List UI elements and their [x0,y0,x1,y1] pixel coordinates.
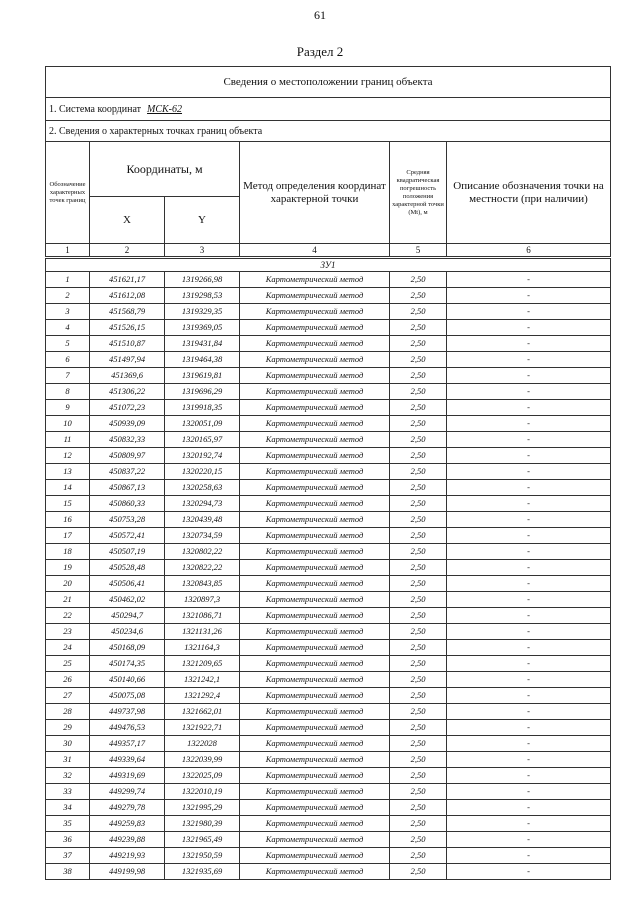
x-coordinate-cell: 450528,48 [90,560,165,576]
point-number-cell: 27 [46,688,90,704]
method-cell: Картометрический метод [240,656,390,672]
method-cell: Картометрический метод [240,752,390,768]
header-method: Метод определения координат характерной точки [240,142,390,244]
method-cell: Картометрический метод [240,576,390,592]
point-number-cell: 1 [46,272,90,288]
y-coordinate-cell: 1320192,74 [165,448,240,464]
description-cell: - [447,512,611,528]
method-cell: Картометрический метод [240,448,390,464]
column-number: 5 [390,244,447,258]
table-row [46,464,611,480]
table-row [46,384,611,400]
x-coordinate-cell: 450140,66 [90,672,165,688]
y-coordinate-cell: 1320258,63 [165,480,240,496]
method-cell: Картометрический метод [240,320,390,336]
y-coordinate-cell: 1321922,71 [165,720,240,736]
point-number-cell: 37 [46,848,90,864]
table-row [46,784,611,800]
table-row [46,752,611,768]
y-coordinate-cell: 1320220,15 [165,464,240,480]
description-cell: - [447,672,611,688]
point-number-cell: 25 [46,656,90,672]
precision-cell: 2,50 [390,688,447,704]
precision-cell: 2,50 [390,832,447,848]
y-coordinate-cell: 1320843,85 [165,576,240,592]
table-row [46,480,611,496]
y-coordinate-cell: 1321164,3 [165,640,240,656]
y-coordinate-cell: 1320051,09 [165,416,240,432]
table-row [46,592,611,608]
method-cell: Картометрический метод [240,640,390,656]
point-number-cell: 14 [46,480,90,496]
table-row [46,416,611,432]
coord-system-row [46,98,611,121]
y-coordinate-cell: 1322028 [165,736,240,752]
table-row [46,768,611,784]
point-number-cell: 17 [46,528,90,544]
table-row [46,688,611,704]
boundary-table [45,66,611,880]
x-coordinate-cell: 450867,13 [90,480,165,496]
method-cell: Картометрический метод [240,560,390,576]
table-title: Сведения о местоположении границ объекта [46,67,611,98]
points-section-label: 2. Сведения о характерных точках границ объекта [46,121,611,142]
table-row [46,848,611,864]
table-row [46,672,611,688]
table-row [46,544,611,560]
y-coordinate-cell: 1319696,29 [165,384,240,400]
x-coordinate-cell: 449199,98 [90,864,165,880]
description-cell: - [447,304,611,320]
precision-cell: 2,50 [390,768,447,784]
description-cell: - [447,640,611,656]
y-coordinate-cell: 1321995,29 [165,800,240,816]
description-cell: - [447,400,611,416]
method-cell: Картометрический метод [240,432,390,448]
x-coordinate-cell: 449737,98 [90,704,165,720]
table-row [46,352,611,368]
table-row [46,448,611,464]
method-cell: Картометрический метод [240,544,390,560]
method-cell: Картометрический метод [240,608,390,624]
x-coordinate-cell: 450860,33 [90,496,165,512]
x-coordinate-cell: 450572,41 [90,528,165,544]
method-cell: Картометрический метод [240,768,390,784]
description-cell: - [447,704,611,720]
table-row [46,512,611,528]
description-cell: - [447,608,611,624]
description-cell: - [447,576,611,592]
point-number-cell: 9 [46,400,90,416]
precision-cell: 2,50 [390,704,447,720]
y-coordinate-cell: 1319329,35 [165,304,240,320]
y-coordinate-cell: 1319369,05 [165,320,240,336]
precision-cell: 2,50 [390,608,447,624]
x-coordinate-cell: 451612,08 [90,288,165,304]
x-coordinate-cell: 450506,41 [90,576,165,592]
method-cell: Картометрический метод [240,720,390,736]
precision-cell: 2,50 [390,352,447,368]
header-x: X [90,197,165,244]
precision-cell: 2,50 [390,384,447,400]
point-number-cell: 35 [46,816,90,832]
y-coordinate-cell: 1321242,1 [165,672,240,688]
method-cell: Картометрический метод [240,496,390,512]
point-number-cell: 19 [46,560,90,576]
description-cell: - [447,272,611,288]
x-coordinate-cell: 449319,69 [90,768,165,784]
point-number-cell: 30 [46,736,90,752]
point-number-cell: 15 [46,496,90,512]
precision-cell: 2,50 [390,528,447,544]
y-coordinate-cell: 1321209,65 [165,656,240,672]
table-row [46,368,611,384]
precision-cell: 2,50 [390,592,447,608]
point-number-cell: 7 [46,368,90,384]
precision-cell: 2,50 [390,368,447,384]
description-cell: - [447,352,611,368]
x-coordinate-cell: 451497,94 [90,352,165,368]
method-cell: Картометрический метод [240,592,390,608]
precision-cell: 2,50 [390,560,447,576]
description-cell: - [447,624,611,640]
precision-cell: 2,50 [390,656,447,672]
point-number-cell: 20 [46,576,90,592]
y-coordinate-cell: 1319431,84 [165,336,240,352]
method-cell: Картометрический метод [240,400,390,416]
description-cell: - [447,432,611,448]
y-coordinate-cell: 1319266,98 [165,272,240,288]
method-cell: Картометрический метод [240,832,390,848]
precision-cell: 2,50 [390,320,447,336]
x-coordinate-cell: 451568,79 [90,304,165,320]
table-row [46,704,611,720]
precision-cell: 2,50 [390,464,447,480]
method-cell: Картометрический метод [240,352,390,368]
y-coordinate-cell: 1321131,26 [165,624,240,640]
x-coordinate-cell: 451526,15 [90,320,165,336]
table-row [46,624,611,640]
precision-cell: 2,50 [390,720,447,736]
precision-cell: 2,50 [390,576,447,592]
point-number-cell: 28 [46,704,90,720]
description-cell: - [447,336,611,352]
x-coordinate-cell: 450809,97 [90,448,165,464]
description-cell: - [447,560,611,576]
y-coordinate-cell: 1322010,19 [165,784,240,800]
description-cell: - [447,320,611,336]
point-number-cell: 22 [46,608,90,624]
description-cell: - [447,832,611,848]
method-cell: Картометрический метод [240,800,390,816]
point-number-cell: 5 [46,336,90,352]
y-coordinate-cell: 1320802,22 [165,544,240,560]
y-coordinate-cell: 1320822,22 [165,560,240,576]
method-cell: Картометрический метод [240,528,390,544]
description-cell: - [447,688,611,704]
point-number-cell: 4 [46,320,90,336]
method-cell: Картометрический метод [240,384,390,400]
description-cell: - [447,480,611,496]
precision-cell: 2,50 [390,816,447,832]
x-coordinate-cell: 449279,78 [90,800,165,816]
table-row [46,864,611,880]
point-number-cell: 16 [46,512,90,528]
point-number-cell: 10 [46,416,90,432]
method-cell: Картометрический метод [240,304,390,320]
table-row [46,816,611,832]
x-coordinate-cell: 449219,93 [90,848,165,864]
description-cell: - [447,368,611,384]
y-coordinate-cell: 1320165,97 [165,432,240,448]
x-coordinate-cell: 449259,83 [90,816,165,832]
y-coordinate-cell: 1321965,49 [165,832,240,848]
description-cell: - [447,496,611,512]
x-coordinate-cell: 449339,64 [90,752,165,768]
table-row [46,528,611,544]
method-cell: Картометрический метод [240,736,390,752]
description-cell: - [447,768,611,784]
precision-cell: 2,50 [390,624,447,640]
header-point-designation: Обозначение характерных точек границ [46,142,90,244]
point-number-cell: 34 [46,800,90,816]
description-cell: - [447,736,611,752]
header-precision: Средняя квадратическая погрешность положения характерной точки (Mt), м [390,142,447,244]
y-coordinate-cell: 1320734,59 [165,528,240,544]
description-cell: - [447,384,611,400]
point-number-cell: 13 [46,464,90,480]
precision-cell: 2,50 [390,864,447,880]
x-coordinate-cell: 449476,53 [90,720,165,736]
x-coordinate-cell: 449357,17 [90,736,165,752]
description-cell: - [447,848,611,864]
point-number-cell: 33 [46,784,90,800]
description-cell: - [447,416,611,432]
precision-cell: 2,50 [390,336,447,352]
method-cell: Картометрический метод [240,672,390,688]
header-y: Y [165,197,240,244]
method-cell: Картометрический метод [240,480,390,496]
column-number: 3 [165,244,240,258]
method-cell: Картометрический метод [240,624,390,640]
precision-cell: 2,50 [390,672,447,688]
x-coordinate-cell: 449239,88 [90,832,165,848]
x-coordinate-cell: 451369,6 [90,368,165,384]
precision-cell: 2,50 [390,288,447,304]
header-coordinates: Координаты, м [90,142,240,197]
method-cell: Картометрический метод [240,272,390,288]
precision-cell: 2,50 [390,416,447,432]
table-row [46,576,611,592]
point-number-cell: 2 [46,288,90,304]
group-label: ЗУ1 [46,258,611,272]
point-number-cell: 36 [46,832,90,848]
method-cell: Картометрический метод [240,368,390,384]
description-cell: - [447,528,611,544]
precision-cell: 2,50 [390,544,447,560]
y-coordinate-cell: 1321950,59 [165,848,240,864]
point-number-cell: 38 [46,864,90,880]
table-row [46,640,611,656]
x-coordinate-cell: 451621,17 [90,272,165,288]
precision-cell: 2,50 [390,304,447,320]
page-number: 61 [314,8,326,22]
method-cell: Картометрический метод [240,288,390,304]
method-cell: Картометрический метод [240,464,390,480]
description-cell: - [447,800,611,816]
description-cell: - [447,864,611,880]
y-coordinate-cell: 1319619,81 [165,368,240,384]
table-row [46,272,611,288]
table-row [46,400,611,416]
y-coordinate-cell: 1320897,3 [165,592,240,608]
point-number-cell: 6 [46,352,90,368]
x-coordinate-cell: 450753,28 [90,512,165,528]
method-cell: Картометрический метод [240,688,390,704]
y-coordinate-cell: 1319464,38 [165,352,240,368]
section-title: Раздел 2 [296,44,344,59]
table-row [46,432,611,448]
table-row [46,720,611,736]
column-number: 6 [447,244,611,258]
x-coordinate-cell: 450174,35 [90,656,165,672]
method-cell: Картометрический метод [240,512,390,528]
precision-cell: 2,50 [390,736,447,752]
header-description: Описание обозначения точки на местности (при наличии) [447,142,611,244]
y-coordinate-cell: 1321292,4 [165,688,240,704]
method-cell: Картометрический метод [240,848,390,864]
x-coordinate-cell: 450837,22 [90,464,165,480]
x-coordinate-cell: 449299,74 [90,784,165,800]
precision-cell: 2,50 [390,752,447,768]
y-coordinate-cell: 1321662,01 [165,704,240,720]
precision-cell: 2,50 [390,432,447,448]
point-number-cell: 8 [46,384,90,400]
method-cell: Картометрический метод [240,416,390,432]
x-coordinate-cell: 451072,23 [90,400,165,416]
x-coordinate-cell: 450462,02 [90,592,165,608]
point-number-cell: 23 [46,624,90,640]
x-coordinate-cell: 451306,22 [90,384,165,400]
table-row [46,320,611,336]
table-row [46,608,611,624]
description-cell: - [447,464,611,480]
y-coordinate-cell: 1322039,99 [165,752,240,768]
column-number: 2 [90,244,165,258]
description-cell: - [447,656,611,672]
precision-cell: 2,50 [390,800,447,816]
description-cell: - [447,592,611,608]
description-cell: - [447,816,611,832]
point-number-cell: 29 [46,720,90,736]
point-number-cell: 12 [46,448,90,464]
x-coordinate-cell: 450168,09 [90,640,165,656]
point-number-cell: 11 [46,432,90,448]
method-cell: Картометрический метод [240,816,390,832]
y-coordinate-cell: 1320294,73 [165,496,240,512]
point-number-cell: 26 [46,672,90,688]
table-row [46,496,611,512]
x-coordinate-cell: 450234,6 [90,624,165,640]
x-coordinate-cell: 450294,7 [90,608,165,624]
precision-cell: 2,50 [390,496,447,512]
point-number-cell: 32 [46,768,90,784]
x-coordinate-cell: 450939,09 [90,416,165,432]
x-coordinate-cell: 451510,87 [90,336,165,352]
precision-cell: 2,50 [390,272,447,288]
precision-cell: 2,50 [390,848,447,864]
description-cell: - [447,720,611,736]
table-row [46,832,611,848]
x-coordinate-cell: 450832,33 [90,432,165,448]
y-coordinate-cell: 1320439,48 [165,512,240,528]
precision-cell: 2,50 [390,480,447,496]
point-number-cell: 21 [46,592,90,608]
table-row [46,736,611,752]
method-cell: Картометрический метод [240,336,390,352]
method-cell: Картометрический метод [240,864,390,880]
description-cell: - [447,752,611,768]
point-number-cell: 24 [46,640,90,656]
y-coordinate-cell: 1321980,39 [165,816,240,832]
x-coordinate-cell: 450075,08 [90,688,165,704]
precision-cell: 2,50 [390,784,447,800]
description-cell: - [447,288,611,304]
column-number: 1 [46,244,90,258]
coord-system-label: 1. Система координат [49,103,142,115]
table-row [46,800,611,816]
y-coordinate-cell: 1322025,09 [165,768,240,784]
point-number-cell: 3 [46,304,90,320]
table-row [46,336,611,352]
column-number: 4 [240,244,390,258]
point-number-cell: 18 [46,544,90,560]
table-row [46,560,611,576]
table-row [46,304,611,320]
y-coordinate-cell: 1321935,69 [165,864,240,880]
y-coordinate-cell: 1319918,35 [165,400,240,416]
precision-cell: 2,50 [390,512,447,528]
precision-cell: 2,50 [390,640,447,656]
y-coordinate-cell: 1319298,53 [165,288,240,304]
description-cell: - [447,784,611,800]
precision-cell: 2,50 [390,448,447,464]
description-cell: - [447,448,611,464]
y-coordinate-cell: 1321086,71 [165,608,240,624]
table-row [46,288,611,304]
point-number-cell: 31 [46,752,90,768]
description-cell: - [447,544,611,560]
table-row [46,656,611,672]
coord-system-value: МСК-62 [147,103,183,115]
precision-cell: 2,50 [390,400,447,416]
method-cell: Картометрический метод [240,784,390,800]
x-coordinate-cell: 450507,19 [90,544,165,560]
method-cell: Картометрический метод [240,704,390,720]
